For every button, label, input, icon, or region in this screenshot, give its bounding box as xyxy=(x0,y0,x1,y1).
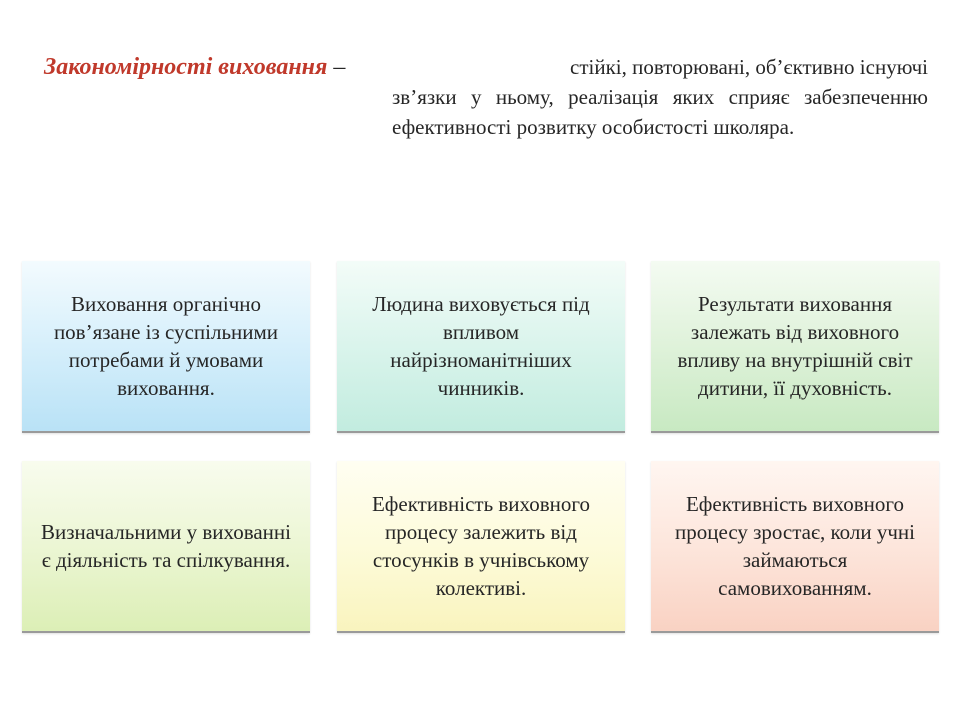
definition-term: Закономірності виховання xyxy=(44,54,328,80)
card-text: Людина виховується під впливом найрізноманітніших чинників. xyxy=(372,292,590,400)
card-diverse-factors xyxy=(337,261,625,433)
card-text: Ефективність виховного процесу зростає, коли учні займаються самовихованням. xyxy=(675,492,915,600)
card-text: Визначальними у вихованні є діяльність та спілкування. xyxy=(40,520,291,572)
card-text: Виховання органічно пов’язане із суспільними потребами й умовами виховання. xyxy=(53,292,279,400)
card-inner-world xyxy=(651,261,939,433)
card-self-education xyxy=(651,461,939,633)
definition-rest: зв’язки у ньому, реалізація яких сприяє забезпеченню ефективності розвитку особистості школяра. xyxy=(392,85,928,139)
definition-line1: стійкі, повторювані, об’єктивно існуючі xyxy=(570,55,928,79)
card-text: Ефективність виховного процесу залежить від стосунків в учнівському колективі. xyxy=(371,492,590,600)
definition-dash: – xyxy=(333,54,346,80)
card-activity-communication xyxy=(22,461,310,633)
card-text: Результати виховання залежать від виховного впливу на внутрішній світ дитини, її духовність. xyxy=(677,292,913,400)
card-society-needs xyxy=(22,261,310,433)
definition-lead xyxy=(44,52,351,82)
card-collective-relations xyxy=(337,461,625,633)
definition-first-line xyxy=(44,52,928,82)
definition-block xyxy=(44,52,928,142)
